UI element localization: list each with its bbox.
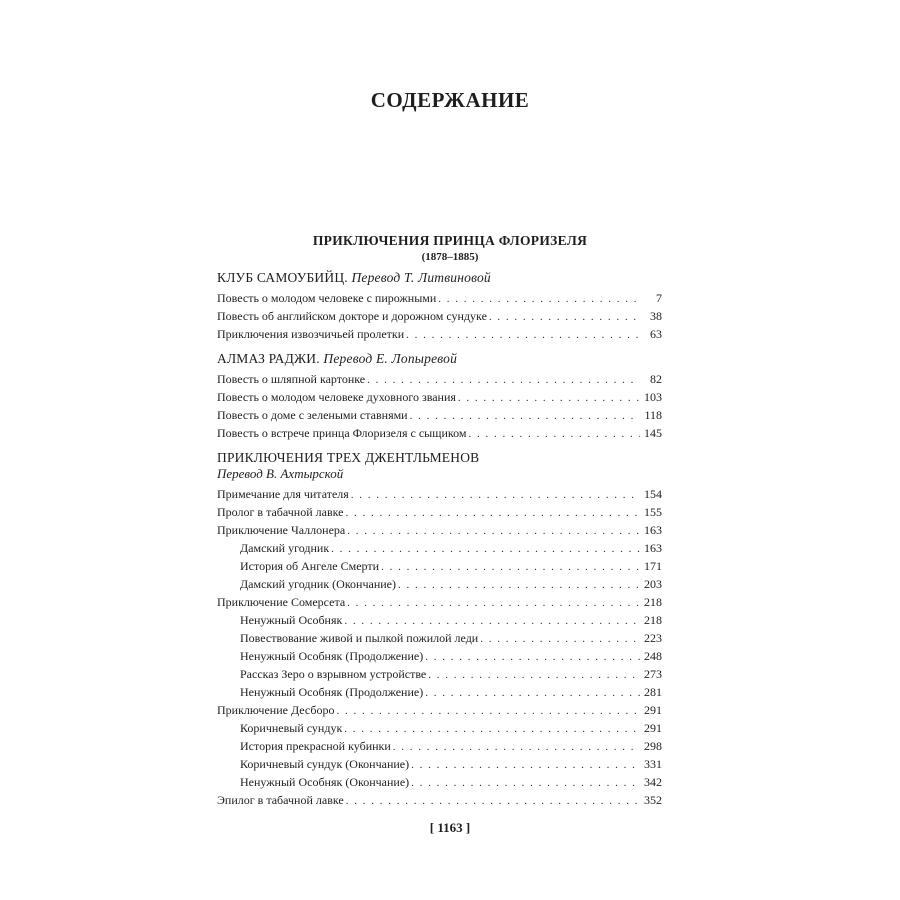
section-title: ПРИКЛЮЧЕНИЯ ТРЕХ ДЖЕНТЛЬМЕНОВ bbox=[217, 450, 480, 465]
toc-entry-title: Повесть об английском докторе и дорожном сундуке bbox=[217, 309, 487, 323]
dot-leader bbox=[345, 504, 640, 522]
toc-entry-title: Повесть о доме с зелеными ставнями bbox=[217, 408, 408, 422]
toc-entry[interactable] bbox=[217, 388, 662, 406]
dot-leader bbox=[347, 594, 640, 612]
toc-entry-title: Рассказ Зеро о взрывном устройстве bbox=[240, 667, 427, 681]
toc-entry-page: 38 bbox=[650, 309, 662, 323]
toc-entry-title: История об Ангеле Смерти bbox=[240, 559, 380, 573]
toc-subentry[interactable] bbox=[217, 737, 662, 755]
toc-entry-title: Дамский угодник (Окончание) bbox=[240, 577, 396, 591]
toc-entry-page: 171 bbox=[644, 559, 662, 573]
toc-subentry[interactable] bbox=[217, 539, 662, 557]
toc-entry-title: История прекрасной кубинки bbox=[240, 739, 391, 753]
dot-leader bbox=[393, 738, 640, 756]
toc-entry-page: 218 bbox=[644, 595, 662, 609]
toc-entry-title: Приключение Сомерсета bbox=[217, 595, 346, 609]
dot-leader bbox=[428, 666, 640, 684]
toc-entry-page: 331 bbox=[644, 757, 662, 771]
toc-entry-title: Приключения извозчичьей пролетки bbox=[217, 327, 405, 341]
dot-leader bbox=[344, 612, 640, 630]
dot-leader bbox=[425, 648, 640, 666]
toc-entry[interactable] bbox=[217, 307, 662, 325]
dot-leader bbox=[346, 792, 640, 810]
dot-leader bbox=[398, 576, 640, 594]
toc-entry-page: 248 bbox=[644, 649, 662, 663]
toc-entry-title: Ненужный Особняк (Продолжение) bbox=[240, 685, 424, 699]
toc-entry-title: Повествование живой и пылкой пожилой леди bbox=[240, 631, 479, 645]
book-years: (1878–1885) bbox=[421, 251, 479, 263]
toc-entry-page: 163 bbox=[644, 523, 662, 537]
toc-entry-page: 291 bbox=[644, 721, 662, 735]
dot-leader bbox=[331, 540, 640, 558]
toc-entry[interactable] bbox=[217, 791, 662, 809]
toc-entry-title: Коричневый сундук (Окончание) bbox=[240, 757, 410, 771]
toc-entry-title: Коричневый сундук bbox=[240, 721, 343, 735]
toc-entry-title: Ненужный Особняк (Окончание) bbox=[240, 775, 410, 789]
toc-subentry[interactable] bbox=[217, 647, 662, 665]
toc-entry[interactable] bbox=[217, 485, 662, 503]
page-number: [ 1163 ] bbox=[429, 820, 471, 835]
dot-leader bbox=[336, 702, 640, 720]
toc-entry-page: 203 bbox=[644, 577, 662, 591]
dot-leader bbox=[425, 684, 640, 702]
toc-entry[interactable] bbox=[217, 503, 662, 521]
toc-entry-page: 145 bbox=[644, 426, 662, 440]
toc-entry-page: 63 bbox=[650, 327, 662, 341]
dot-leader bbox=[351, 486, 640, 504]
toc-entry-page: 155 bbox=[644, 505, 662, 519]
section-title: АЛМАЗ РАДЖИ. bbox=[217, 351, 320, 366]
toc-entry-title: Дамский угодник bbox=[240, 541, 330, 555]
toc-subentry[interactable] bbox=[217, 611, 662, 629]
toc-subentry[interactable] bbox=[217, 773, 662, 791]
section-heading bbox=[217, 270, 662, 286]
dot-leader bbox=[410, 407, 640, 425]
dot-leader bbox=[347, 522, 640, 540]
dot-leader bbox=[458, 389, 640, 407]
toc-entry[interactable] bbox=[217, 521, 662, 539]
toc-entry-page: 103 bbox=[644, 390, 662, 404]
toc-entry-page: 352 bbox=[644, 793, 662, 807]
dot-leader bbox=[411, 774, 640, 792]
toc-entry-page: 7 bbox=[656, 291, 662, 305]
toc-entry-page: 291 bbox=[644, 703, 662, 717]
dot-leader bbox=[480, 630, 640, 648]
toc-entry-title: Повесть о встрече принца Флоризеля с сыщиком bbox=[217, 426, 467, 440]
toc-entry[interactable] bbox=[217, 701, 662, 719]
toc-entry-title: Приключение Десборо bbox=[217, 703, 335, 717]
page-title: СОДЕРЖАНИЕ bbox=[370, 88, 530, 112]
dot-leader bbox=[367, 371, 640, 389]
book-title: ПРИКЛЮЧЕНИЯ ПРИНЦА ФЛОРИЗЕЛЯ bbox=[312, 233, 588, 248]
toc-entry[interactable] bbox=[217, 325, 662, 343]
toc-section-three-gentlemen bbox=[217, 450, 662, 809]
toc-entry[interactable] bbox=[217, 424, 662, 442]
toc-entry[interactable] bbox=[217, 289, 662, 307]
dot-leader bbox=[468, 425, 640, 443]
toc-entry-title: Повесть о шляпной картонке bbox=[217, 372, 366, 386]
toc-subentry[interactable] bbox=[217, 665, 662, 683]
section-translator: Перевод Е. Лопыревой bbox=[323, 351, 458, 366]
toc-section-suicide-club bbox=[217, 270, 662, 343]
toc-subentry[interactable] bbox=[217, 755, 662, 773]
toc-entry-page: 218 bbox=[644, 613, 662, 627]
toc-entry-page: 223 bbox=[644, 631, 662, 645]
toc-entry-page: 82 bbox=[650, 372, 662, 386]
toc-entry-page: 154 bbox=[644, 487, 662, 501]
toc-entry[interactable] bbox=[217, 593, 662, 611]
dot-leader bbox=[406, 326, 640, 344]
toc-entry-title: Пролог в табачной лавке bbox=[217, 505, 344, 519]
toc-entry-page: 273 bbox=[644, 667, 662, 681]
toc-entry-title: Ненужный Особняк (Продолжение) bbox=[240, 649, 424, 663]
toc-entry-title: Повесть о молодом человеке духовного звания bbox=[217, 390, 456, 404]
toc-entry-page: 163 bbox=[644, 541, 662, 555]
section-translator: Перевод Т. Литвиновой bbox=[351, 270, 491, 285]
toc-entry-page: 342 bbox=[644, 775, 662, 789]
dot-leader bbox=[381, 558, 640, 576]
section-title: КЛУБ САМОУБИЙЦ. bbox=[217, 270, 348, 285]
toc-entry-page: 118 bbox=[644, 408, 662, 422]
toc-section-rajah-diamond bbox=[217, 351, 662, 442]
toc-subentry[interactable] bbox=[217, 683, 662, 701]
toc-subentry[interactable] bbox=[217, 719, 662, 737]
toc-subentry[interactable] bbox=[217, 629, 662, 647]
toc-entry-title: Эпилог в табачной лавке bbox=[217, 793, 344, 807]
section-heading bbox=[217, 351, 662, 367]
toc-subentry[interactable] bbox=[217, 575, 662, 593]
toc-entry-page: 281 bbox=[644, 685, 662, 699]
toc-entry[interactable] bbox=[217, 370, 662, 388]
section-translator: Перевод В. Ахтырской bbox=[217, 466, 344, 481]
toc-entry-title: Повесть о молодом человеке с пирожными bbox=[217, 291, 437, 305]
toc-entry-page: 298 bbox=[644, 739, 662, 753]
toc-entry[interactable] bbox=[217, 406, 662, 424]
toc-entry-title: Приключение Чаллонера bbox=[217, 523, 346, 537]
toc-entry-title: Ненужный Особняк bbox=[240, 613, 343, 627]
dot-leader bbox=[344, 720, 640, 738]
toc-entry-title: Примечание для читателя bbox=[217, 487, 349, 501]
dot-leader bbox=[489, 308, 640, 326]
toc-subentry[interactable] bbox=[217, 557, 662, 575]
dot-leader bbox=[411, 756, 640, 774]
dot-leader bbox=[438, 290, 640, 308]
